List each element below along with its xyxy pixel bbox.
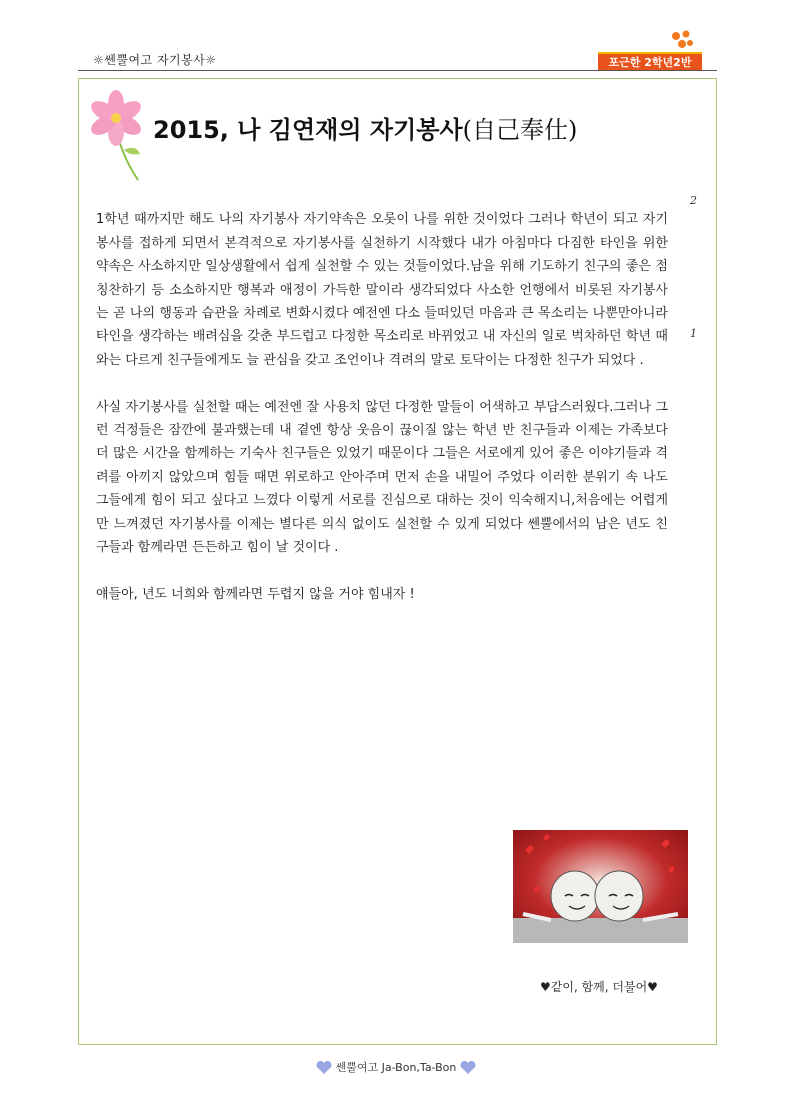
page-footer <box>0 1059 792 1075</box>
heart-right-icon <box>460 1061 476 1075</box>
paragraph: 1학년 때까지만 해도 나의 자기봉사 자기약속은 오롯이 나를 위한 것이었다 그러나 학년이 되고 자기봉사를 접하게 되면서 본격적으로 자기봉사를 실천하기 시작했다 내가 아침마다 다짐한 타인을 위한 약속은 사소하지만 일상생활에서 쉽게 실천할 수 있는 것들이었다.남을 위해 기도하기 친구의 좋은 점 칭찬하기 등 소소하지만 행복과 애정이 가득한 말이라 생각되었다 사소한 언행에서 비롯된 자기봉사는 곧 나의 행동과 습관을 차례로 변화시켰다 예전엔 다소 들떠있던 마음과 큰 목소리는 나뿐만아니라 타인을 생각하는 배려심을 갖춘 부드럽고 다정한 목소리로 바뀌었고 내 자신의 일로 벅차하던 학년 때와는 다르게 친구들에게도 늘 관심을 갖고 조언이나 격려의 말로 토닥이는 다정한 친구가 되었다 . <box>96 212 668 368</box>
friends-illustration <box>513 830 688 943</box>
title-text: 2015, 나 김연재의 자기봉사 <box>153 116 463 144</box>
article-body <box>96 185 668 630</box>
flower-tag-icon <box>668 30 698 52</box>
footer-text: 쎈뿔여고 Ja-Bon,Ta-Bon <box>335 1061 457 1074</box>
header-divider <box>78 70 717 71</box>
cosmos-flower-icon <box>86 88 146 183</box>
header-school-label: ☼쎈뿔여고 자기봉사☼ <box>93 53 217 67</box>
photo-caption: ♥같이, 함께, 더불어♥ <box>540 980 658 994</box>
heart-left-icon <box>316 1061 332 1075</box>
title-hanja: (自己奉仕) <box>462 116 578 144</box>
margin-number: 1 <box>690 327 697 340</box>
article-title <box>153 110 577 145</box>
paragraph: 얘들아, 년도 너희와 함께라면 두렵지 않을 거야 힘내자 ! <box>96 586 415 602</box>
margin-number: 2 <box>690 194 697 207</box>
paragraph: 사실 자기봉사를 실천할 때는 예전엔 잘 사용치 않던 다정한 말들이 어색하고 부담스러웠다.그러나 그런 걱정들은 잠깐에 불과했는데 내 곁엔 항상 웃음이 끊이질 않는 학년 반 친구들과 이제는 가족보다 더 많은 시간을 함께하는 기숙사 친구들은 있었기 때문이다 그들은 서로에게 있어 좋은 이야기들과 격려를 아끼지 않았으며 힘들 때면 위로하고 안아주며 먼저 손을 내밀어 주었다 이러한 분위기 속 나도 그들에게 힘이 되고 싶다고 느꼈다 이렇게 서로를 진심으로 대하는 것이 익숙해지니,처음에는 어렵게만 느껴졌던 자기봉사를 이제는 별다른 의식 없이도 실천할 수 있게 되었다 쎈뿔에서의 남은 년도 친구들과 함께라면 든든하고 힘이 날 것이다 . <box>96 399 668 556</box>
class-badge: 포근한 2학년2반 <box>598 52 702 71</box>
